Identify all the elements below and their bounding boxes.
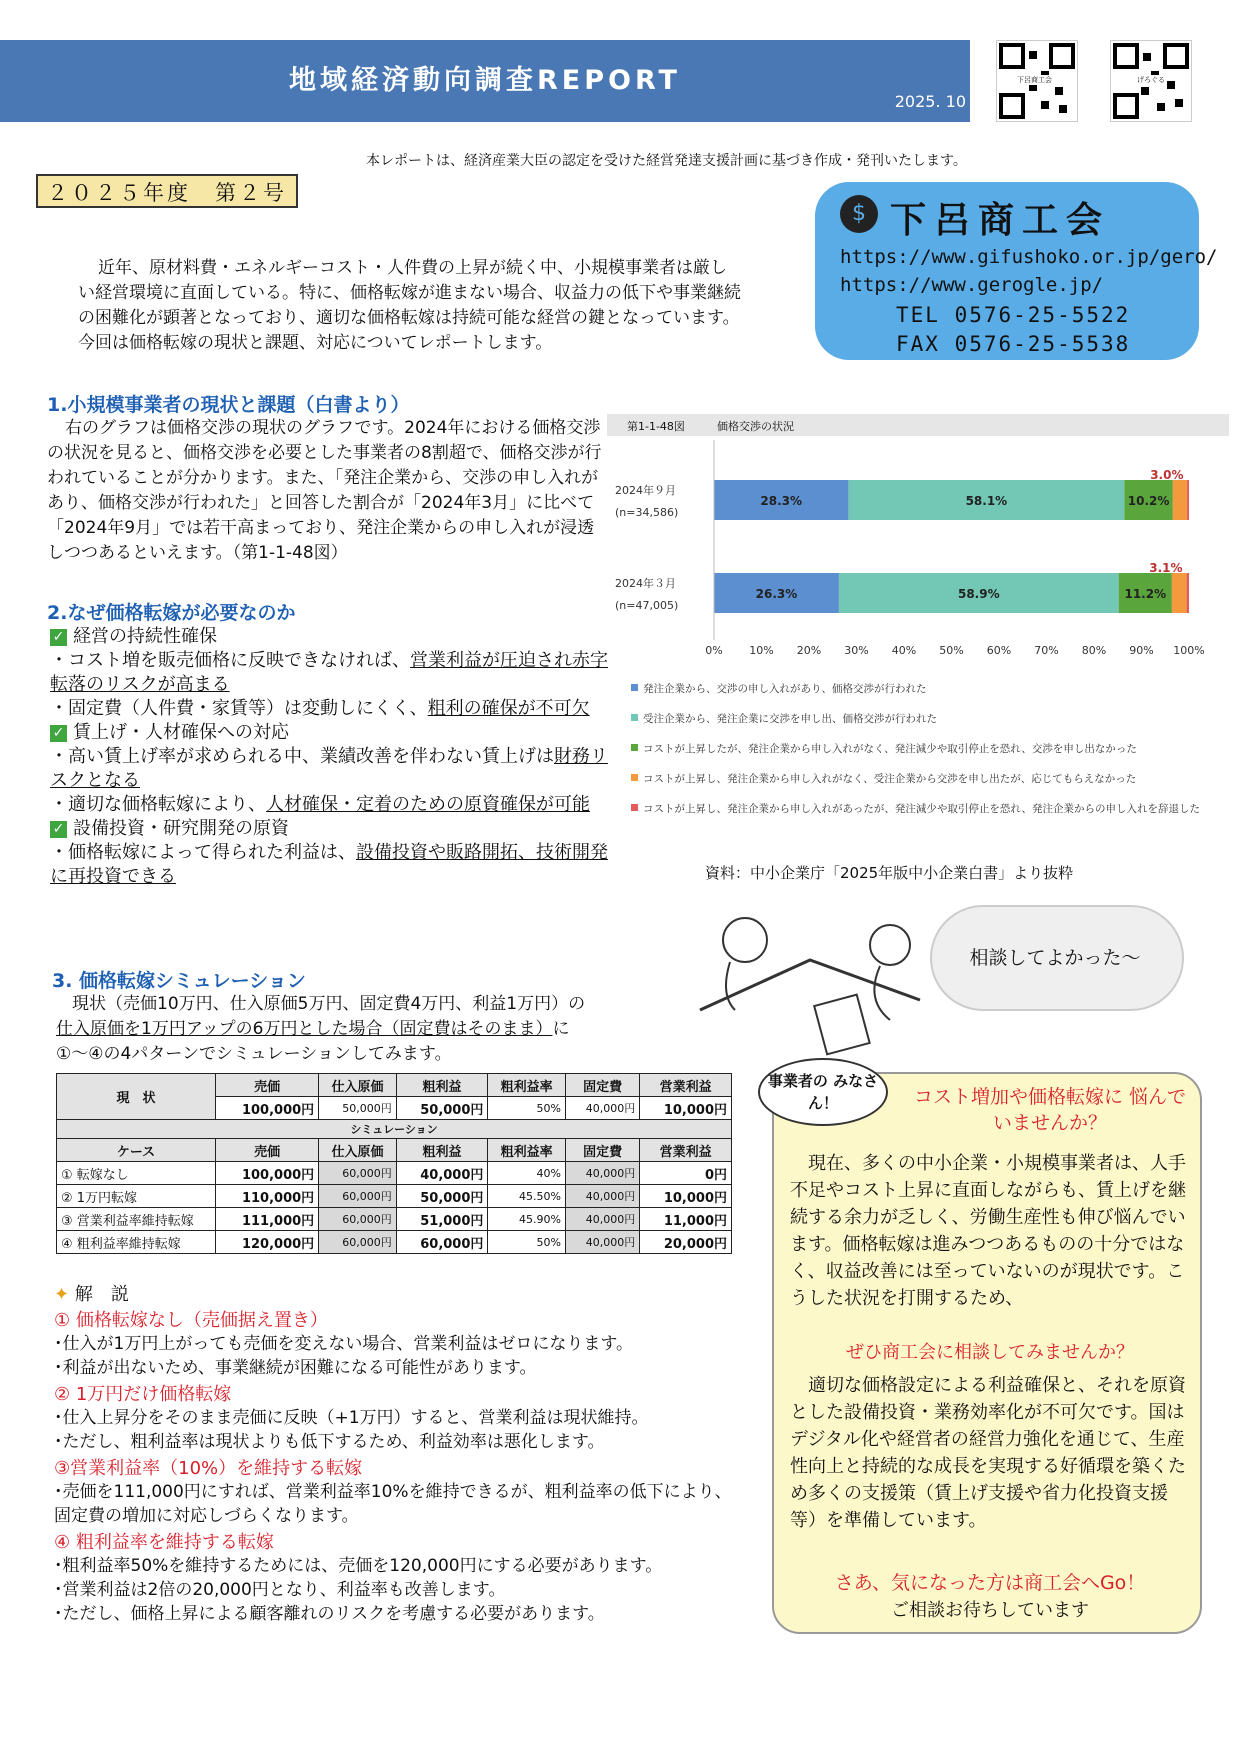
data-label: 26.3% <box>755 587 798 601</box>
table-row: ④ 粗利益率維持転嫁 120,000円 60,000円 60,000円 50% 40,000円 20,000円 <box>57 1231 732 1254</box>
legend-label: コストが上昇したが、発注企業から申し入れがなく、発注減少や取引停止を恐れ、交渉を申し出なかった <box>643 743 1137 755</box>
table-row: ③ 営業利益率維持転嫁 111,000円 60,000円 51,000円 45.90% 40,000円 11,000円 <box>57 1208 732 1231</box>
qr-caption: 下呂商工会 <box>1017 76 1052 84</box>
callout-cta: さあ、気になった方は商工会へGo！ <box>834 1572 1146 1594</box>
fax-number: FAX 0576-25-5538 <box>896 332 1131 356</box>
legend-swatch <box>631 804 638 811</box>
data-label: 11.2% <box>1124 587 1167 601</box>
reason-head: ✓ 経営の持続性確保 <box>50 625 620 649</box>
callout-tag: 事業者の みなさん！ <box>758 1058 888 1126</box>
legend-swatch <box>631 684 638 691</box>
bar-segment <box>1187 573 1189 613</box>
bar-segment <box>1172 573 1187 613</box>
checkmark-icon: ✓ <box>50 821 67 838</box>
category-label: 2024年９月 <box>615 484 676 497</box>
issue-number: ２０２５年度 第２号 <box>36 174 298 208</box>
chart-title: 価格交渉の状況 <box>717 420 794 433</box>
legend-swatch <box>631 774 638 781</box>
chart-title-bar <box>607 414 1229 436</box>
bar-segment <box>1187 480 1189 520</box>
tick-label: 60% <box>986 644 1012 657</box>
tick-label: 50% <box>939 644 964 657</box>
tick-label: 30% <box>844 644 869 657</box>
legend-swatch <box>631 744 638 751</box>
tick-label: 0% <box>705 644 723 657</box>
report-title: 地域経済動向調査REPORT <box>289 65 681 96</box>
tick-label: 90% <box>1129 644 1154 657</box>
sparkle-icon: ✦ <box>54 1284 70 1305</box>
reason-head: ✓ 設備投資・研究開発の原資 <box>50 817 620 841</box>
callout-cta-2: ご相談お待ちしています <box>891 1600 1089 1621</box>
intro-note: 本レポートは、経済産業大臣の認定を受けた経営発達支援計画に基づき作成・発刊いたします。 <box>366 153 967 169</box>
category-note: (n=34,586) <box>615 506 679 519</box>
table-row: ② 1万円転嫁 110,000円 60,000円 50,000円 45.50% 40,000円 10,000円 <box>57 1185 732 1208</box>
cloud-text: 相談してよかった～ <box>969 947 1141 969</box>
table-row-label: 現 状 <box>57 1074 216 1120</box>
reason-head: ✓ 賃上げ・人材確保への対応 <box>50 721 620 745</box>
explanation: ✦ 解 説 ① 価格転嫁なし（売価据え置き） ･仕入が1万円上がっても売価を変えない場合、営業利益はゼロになります。 ･利益が出ないため、事業継続が困難になる可能性があります。 ② 1万円だけ価格転嫁 ･仕入上昇分をそのまま売価に反映（+1万円）すると、営業利益は現状維持。 ･ただし、粗利益率は現状よりも低下するため、利益効率は悪化します。 ③営業利益率（10%）を維持する転嫁 ･売価を111,000円にすれば、営業利益率10%を維持できるが、粗利益率の低下により、固定費の増加に対応しづらくなります。 ④ 粗利益率を維持する転嫁 ･粗利益率50%を維持するためには、売価を120,000円にする必要があります。 ･営業利益は2倍の20,000円となり、利益率も改善します。 ･ただし、価格上昇による顧客離れのリスクを考慮する必要があります。 <box>54 1284 732 1624</box>
tick-label: 10% <box>749 644 774 657</box>
legend-label: コストが上昇し、発注企業から申し入れがなく、受注企業から交渉を申し出たが、応じてもらえなかった <box>643 773 1137 785</box>
callout-paragraph-1: 現在、多くの中小企業・小規模事業者は、人手不足やコスト上昇に直面しながらも、賃上げを継続する余力が乏しく、労働生産性も伸び悩んでいます。価格転嫁は進みつつあるものの十分ではなく、収益改善には至っていないのが現状です。こうした状況を打開するため、 <box>790 1153 1186 1309</box>
gear-icon: $ <box>840 195 878 233</box>
callout-red-text: ぜひ商工会に相談してみませんか？ <box>846 1342 1134 1363</box>
legend-swatch <box>631 714 638 721</box>
legend-label: 受注企業から、発注企業に交渉を申し出、価格交渉が行われた <box>643 713 937 725</box>
data-label: 3.0% <box>1150 468 1184 482</box>
legend-label: 発注企業から、交渉の申し入れがあり、価格交渉が行われた <box>643 683 927 695</box>
data-label: 58.1% <box>965 494 1008 508</box>
checkmark-icon: ✓ <box>50 725 67 742</box>
tick-label: 100% <box>1173 644 1205 657</box>
tick-label: 40% <box>891 644 917 657</box>
tick-label: 20% <box>796 644 822 657</box>
data-label: 28.3% <box>760 494 803 508</box>
report-date: 2025. 10 <box>894 92 966 111</box>
section-2-list: ✓ 経営の持続性確保 ・コスト増を販売価格に反映できなければ、営業利益が圧迫され赤字転落のリスクが高まる ・固定費（人件費・家賃等）は変動しにくく、粗利の確保が不可欠 ✓ 賃上げ・人材確保への対応 ・高い賃上げ率が求められる中、業績改善を伴わない賃上げは財務リスクとなる ・適切な価格転嫁により、人材確保・定着のための原資確保が可能 ✓ 設備投資・研究開発の原資 ・価格転嫁によって得られた利益は、設備投資や販路開拓、技術開発に再投資できる <box>50 625 620 889</box>
sim-label: シミュレーション <box>57 1120 732 1139</box>
tick-label: 80% <box>1081 644 1107 657</box>
checkmark-icon: ✓ <box>50 629 67 646</box>
tick-label: 70% <box>1034 644 1059 657</box>
section-1-body: 右のグラフは価格交渉の現状のグラフです。2024年における価格交渉の状況を見ると、価格交渉を必要とした事業者の8割超で、価格交渉が行われていることが分かります。また、「発注企業から、交渉の申し入れがあり、価格交渉が行われた」と回答した割合が「2024年3月」に比べて「2024年9月」では若干高まっており、発注企業からの申し入れが浸透しつつあるといえます。（第1-1-48図） <box>47 418 602 563</box>
qr-caption: げろぐる <box>1137 76 1165 84</box>
shokokai-name: 下呂商工会 <box>890 200 1111 241</box>
section-2-title: 2.なぜ価格転嫁が必要なのか <box>47 602 296 624</box>
simulation-table: 現 状 売価 仕入原価 粗利益 粗利益率 固定費 営業利益 100,000円 50,000円 50,000円 50% 40,000円 10,000円 シミュレーション ケース 売価 仕入原価 粗利益 粗利益率 固定費 営業利益 ① 転嫁なし 100,000円 60,000円 40,000円 40% 40,000円 0円 ② 1万円転嫁 110,000円 60,000円 50,000円 45.50% 40,000円 10,000円 ③ 営業利益率維持転嫁 111,000円 60,000円 51,000円 45.90% 40,000円 11,000円 ④ 粗利益率維持転嫁 120,000円 60,000円 60,000円 50% 40,000円 20,000円 <box>56 1073 732 1254</box>
data-label: 3.1% <box>1149 561 1183 575</box>
figure-label: 第1-1-48図 <box>627 420 685 433</box>
price-negotiation-chart <box>607 440 1229 860</box>
website-link[interactable]: https://www.gifushoko.or.jp/gero/ <box>840 246 1218 268</box>
callout-heading: コスト増加や価格転嫁に 悩んでいませんか？ <box>913 1086 1187 1134</box>
data-label: 58.9% <box>957 587 1000 601</box>
qr-code-shokokai[interactable] <box>996 40 1078 122</box>
table-row: 100,000円 50,000円 50,000円 50% 40,000円 10,000円 <box>57 1097 732 1120</box>
data-label: 10.2% <box>1127 494 1170 508</box>
category-label: 2024年３月 <box>615 577 676 590</box>
section-3-title: 3. 価格転嫁シミュレーション <box>52 970 306 992</box>
section-1-title: 1.小規模事業者の現状と課題（白書より） <box>47 394 410 416</box>
table-row: ① 転嫁なし 100,000円 60,000円 40,000円 40% 40,000円 0円 <box>57 1162 732 1185</box>
callout-paragraph-2: 適切な価格設定による利益確保と、それを原資とした設備投資・業務効率化が不可欠です。国はデジタル化や経営者の経営力強化を通じて、生産性向上と持続的な成長を実現する好循環を築くため多くの支援策（賃上げ支援や省力化投資支援等）を準備しています。 <box>790 1375 1186 1531</box>
bar-segment <box>1173 480 1187 520</box>
website-link[interactable]: https://www.gerogle.jp/ <box>840 274 1104 296</box>
qr-code-gerogle[interactable] <box>1110 40 1192 122</box>
phone-number: TEL 0576-25-5522 <box>896 303 1131 327</box>
chart-source: 資料：中小企業庁「2025年版中小企業白書」より抜粋 <box>705 864 1074 882</box>
legend-label: コストが上昇し、発注企業から申し入れがあったが、発注減少や取引停止を恐れ、発注企業からの申し入れを辞退した <box>643 803 1201 815</box>
lead-paragraph: 近年、原材料費・エネルギーコスト・人件費の上昇が続く中、小規模事業者は厳しい経営環境に直面している。特に、価格転嫁が進まない場合、収益力の低下や事業継続の困難化が顕著となっており、適切な価格転嫁は持続可能な経営の鍵となっています。今回は価格転嫁の現状と課題、対応についてレポートします。 <box>78 258 741 353</box>
category-note: (n=47,005) <box>615 599 679 612</box>
section-3-body: 現状（売価10万円、仕入原価5万円、固定費4万円、利益1万円）の 仕入原価を1万円アップの6万円とした場合（固定費はそのまま）に ①～④の4パターンでシミュレーションしてみます。 <box>56 994 586 1064</box>
